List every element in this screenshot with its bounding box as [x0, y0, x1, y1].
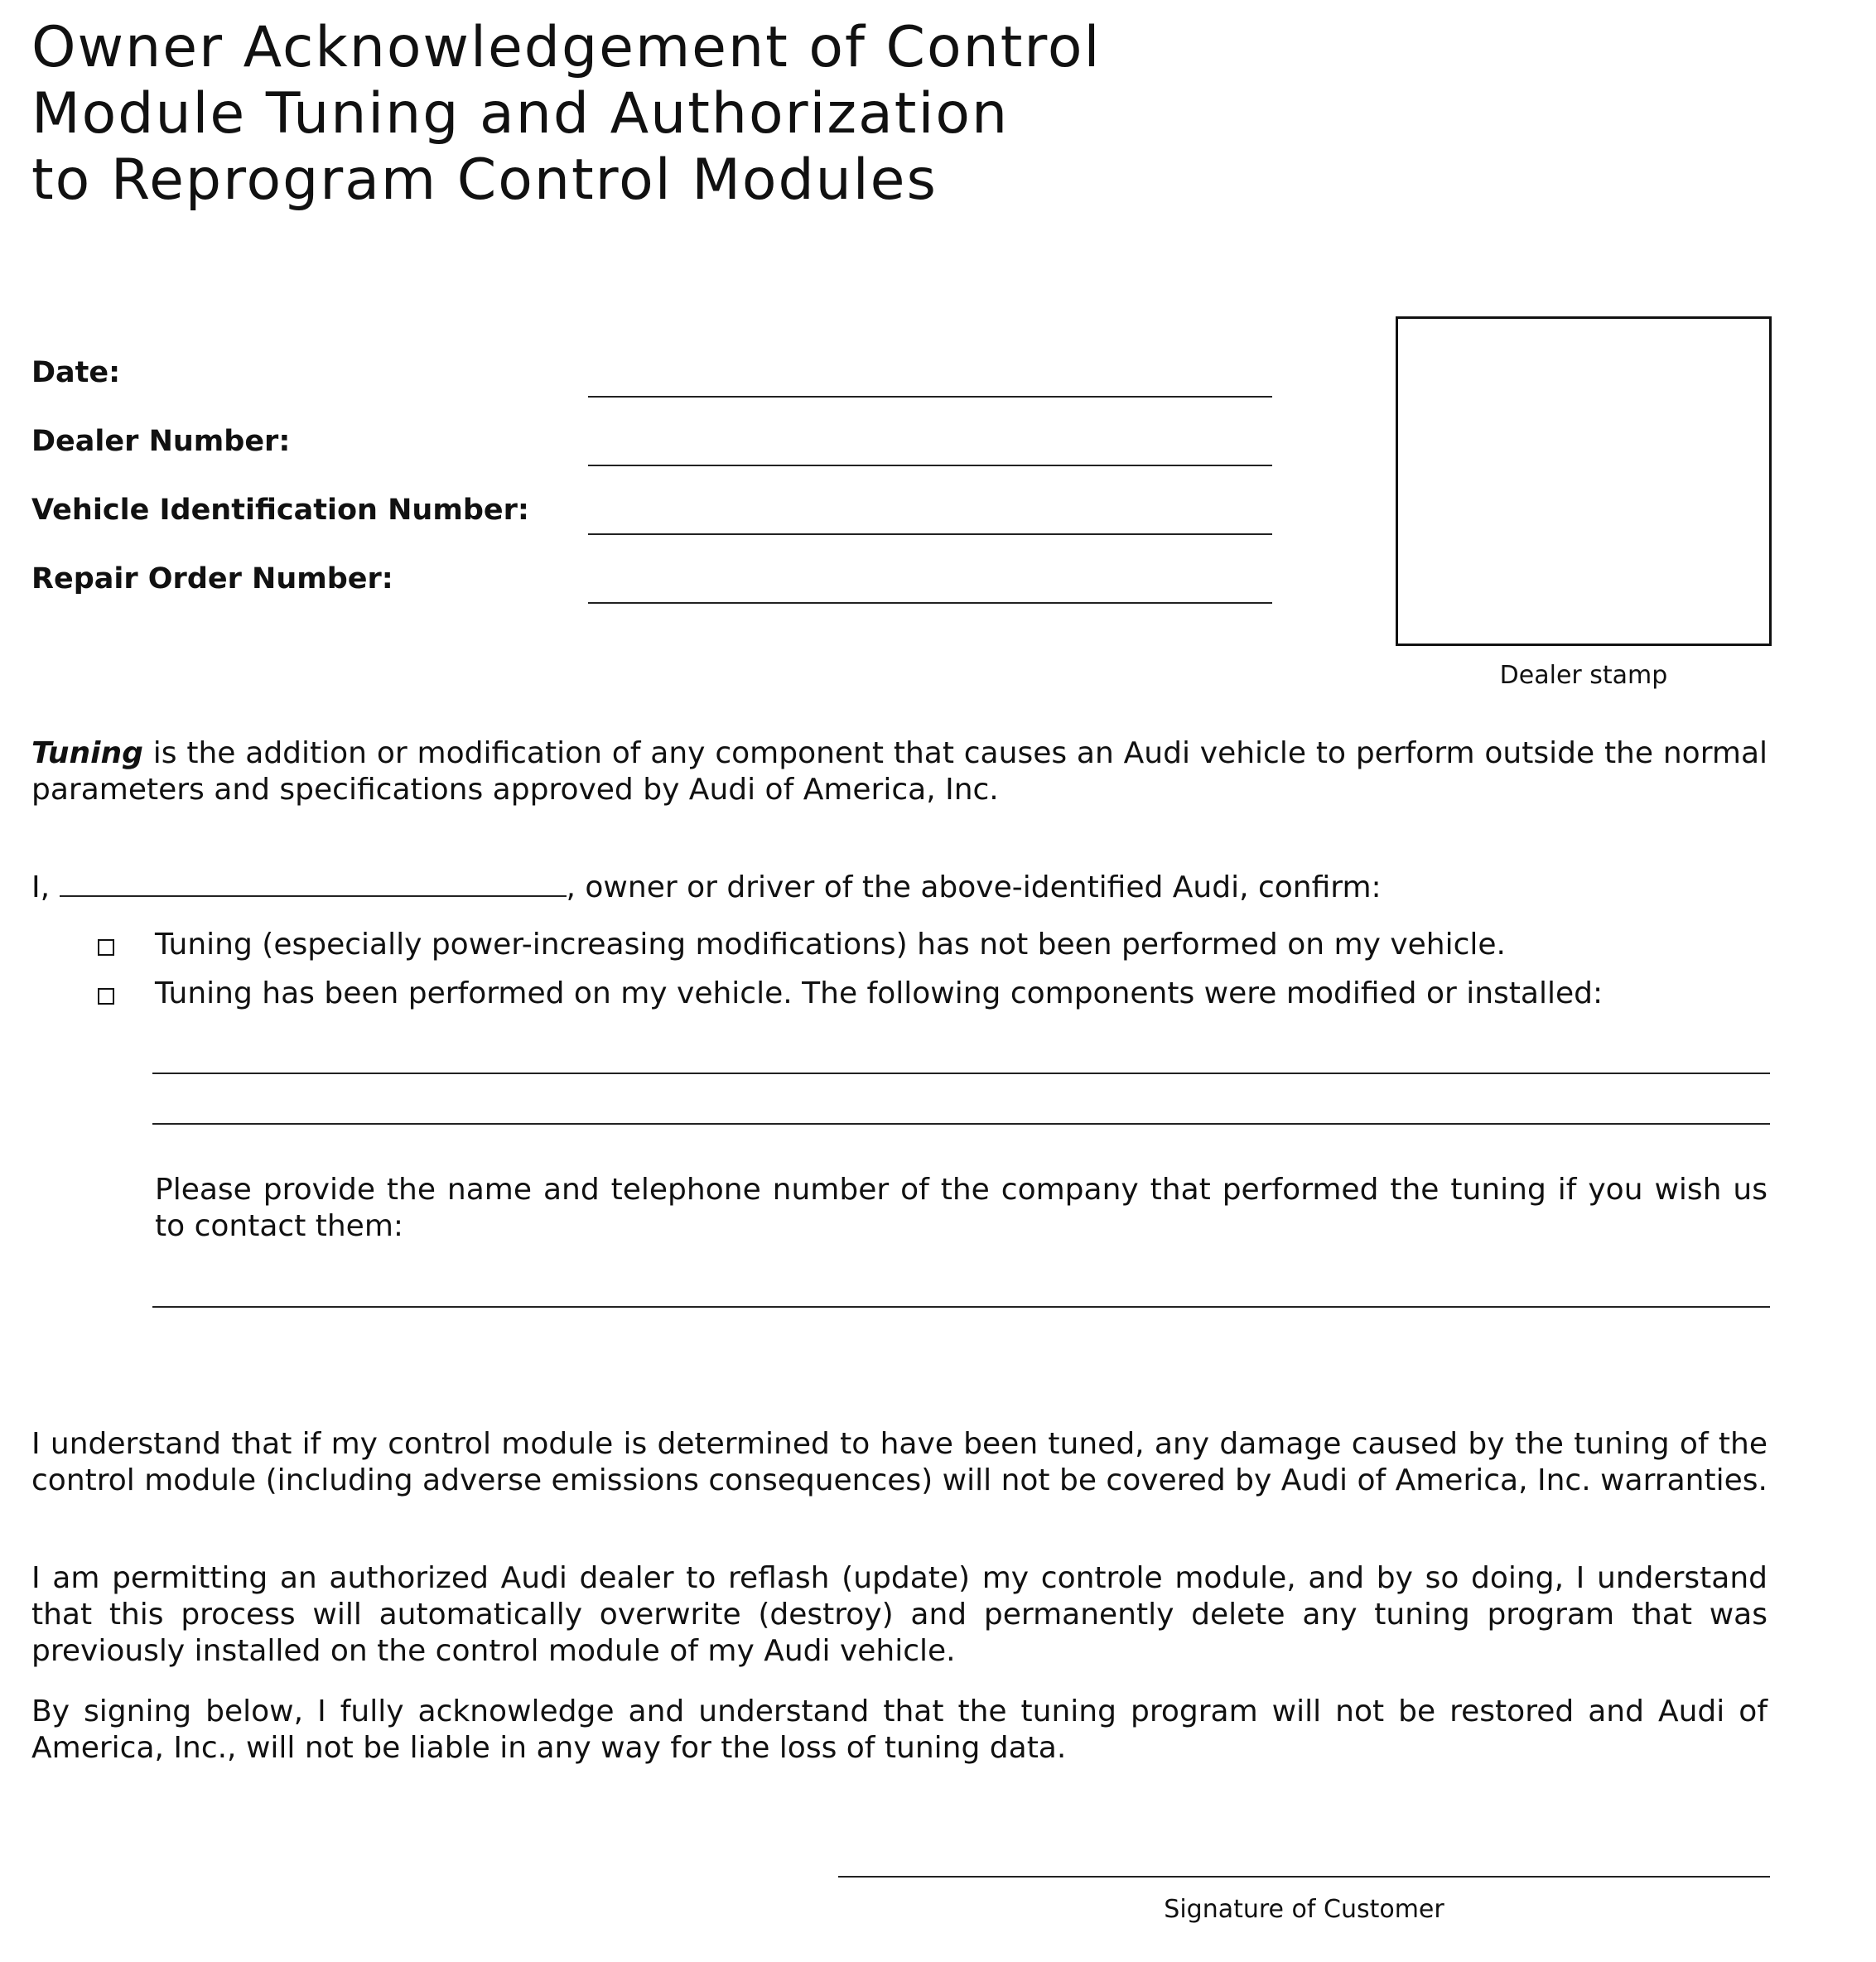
tuning-definition: Tuning is the addition or modification of any component that causes an Audi vehicle to perform outside the normal parameters and specifications approved by Audi of America, Inc. [31, 736, 1767, 807]
warranty-paragraph: I understand that if my control module is determined to have been tuned, any damage caused by the tuning of the control module (including adverse emissions consequences) will not be covered by Audi of America, Inc. warranties. [31, 1427, 1767, 1497]
vin-label: Vehicle Identification Number: [31, 494, 529, 527]
dealer-number-field[interactable] [588, 465, 1272, 466]
vin-field[interactable] [588, 533, 1272, 535]
components-line-1[interactable] [152, 1073, 1770, 1074]
owner-name-field[interactable] [60, 870, 567, 897]
date-field[interactable] [588, 396, 1272, 398]
tuning-term: Tuning [31, 736, 143, 770]
signature-line[interactable] [838, 1876, 1770, 1878]
repair-order-label: Repair Order Number: [31, 562, 393, 595]
contact-prompt: Please provide the name and telephone number of the company that performed the tuning if you wish us to contact them: [155, 1173, 1767, 1243]
components-line-2[interactable] [152, 1123, 1770, 1125]
reflash-paragraph: I am permitting an authorized Audi dealer to reflash (update) my controle module, and by so doing, I understand that this process will automatically overwrite (destroy) and permanently delete any tuning program that was previously installed on the control module of my Audi vehicle. [31, 1561, 1767, 1668]
dealer-number-label: Dealer Number: [31, 425, 291, 458]
repair-order-field[interactable] [588, 602, 1272, 604]
option-not-tuned-label: Tuning (especially power-increasing modifications) has not been performed on my vehicle. [155, 928, 1506, 962]
date-label: Date: [31, 356, 121, 389]
dealer-stamp-caption: Dealer stamp [1499, 661, 1668, 690]
option-tuned-label: Tuning has been performed on my vehicle. The following components were modified or installed: [155, 976, 1604, 1010]
option-not-tuned-checkbox[interactable] [98, 939, 114, 956]
dealer-stamp-box [1396, 316, 1772, 646]
contact-line[interactable] [152, 1306, 1770, 1308]
page-title: Owner Acknowledgement of Control Module Tuning and Authorization to Reprogram Control Modules [31, 15, 1102, 213]
confirm-line: I, , owner or driver of the above-identified Audi, confirm: [31, 870, 1382, 904]
acknowledge-paragraph: By signing below, I fully acknowledge and understand that the tuning program will not be restored and Audi of America, Inc., will not be liable in any way for the loss of tuning data. [31, 1694, 1767, 1765]
option-tuned-checkbox[interactable] [98, 988, 114, 1005]
signature-caption: Signature of Customer [1164, 1895, 1444, 1924]
